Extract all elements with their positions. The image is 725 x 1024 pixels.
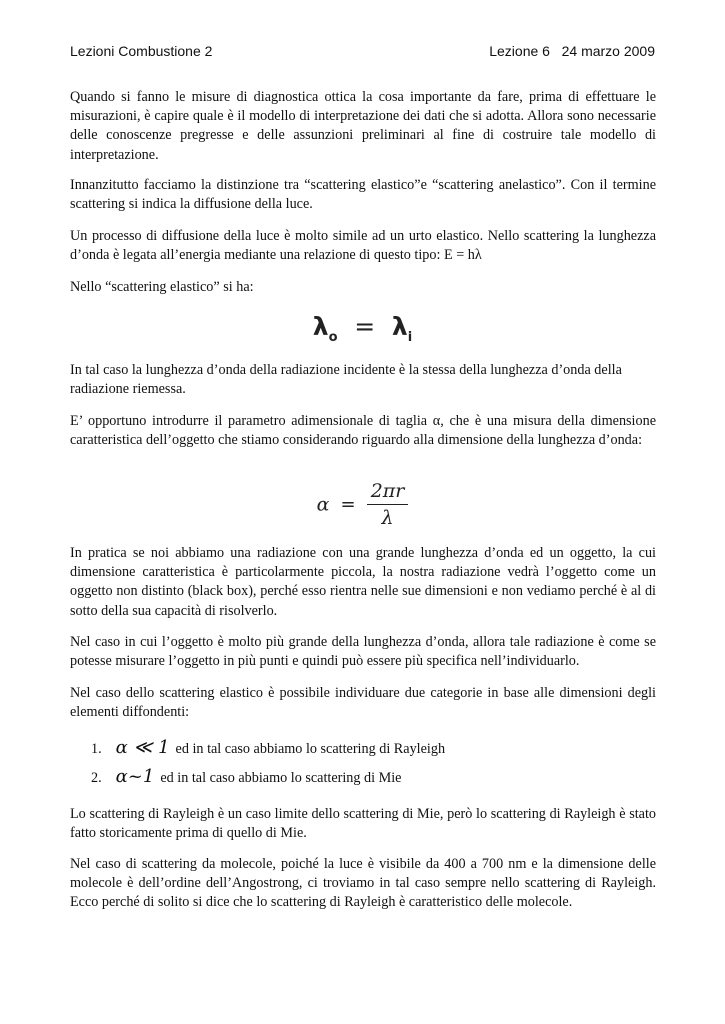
- paragraph-3: Un processo di diffusione della luce è molto simile ad un urto elastico. Nello scattering la lunghezza d’onda è legata all’energia mediante una relazione di questo tipo: E = hλ: [70, 228, 656, 264]
- header-course-title: Lezioni Combustione 2: [70, 43, 213, 59]
- list-text: ed in tal caso abbiamo lo scattering di Mie: [160, 770, 402, 786]
- page-header: [70, 43, 655, 59]
- paragraph-10: Lo scattering di Rayleigh è un caso limite dello scattering di Mie, però lo scattering di Rayleigh è stato fatto storicamente prima di quello di Mie.: [70, 806, 656, 842]
- eq2-op: =: [340, 494, 356, 515]
- eq2-numerator: 2πr: [367, 480, 409, 505]
- paragraph-1: Quando si fanno le misure di diagnostica ottica la cosa importante da fare, prima di effettuare le misurazioni, è capire quale è il modello di interpretazione dei dati che si adotta. Allora sono necessarie delle conoscenze pregresse e delle assunzioni preliminari al fine di costruire tale modello di interpretazione.: [70, 89, 656, 163]
- eq1-op: =: [354, 312, 376, 341]
- eq1-rhs: λ: [391, 312, 408, 341]
- alpha-condition-symbol: α ≪ 1: [115, 737, 170, 758]
- eq2-fraction: [367, 480, 409, 529]
- list-item-mie: [91, 767, 401, 788]
- list-number: 1.: [91, 741, 102, 757]
- paragraph-2: Innanzitutto facciamo la distinzione tra “scattering elastico”e “scattering anelastico”. Con il termine scattering si indica la diffusione della luce.: [70, 177, 656, 213]
- alpha-condition-symbol: α~1: [115, 766, 155, 787]
- paragraph-5: In tal caso la lunghezza d’onda della radiazione incidente è la stessa della lunghezza d’onda della radiazione riemessa.: [70, 362, 622, 398]
- equation-elastic: [0, 312, 725, 345]
- equation-size-parameter: [0, 480, 725, 529]
- eq1-rhs-sub: i: [407, 330, 413, 345]
- list-number: 2.: [91, 770, 102, 786]
- list-text: ed in tal caso abbiamo lo scattering di Rayleigh: [175, 741, 446, 757]
- paragraph-4: Nello “scattering elastico” si ha:: [70, 279, 254, 295]
- list-item-rayleigh: [91, 738, 445, 759]
- paragraph-8: Nel caso in cui l’oggetto è molto più grande della lunghezza d’onda, allora tale radiazione è come se potesse misurare l’oggetto in più punti e quindi può essere più specifica nell’individuarlo.: [70, 634, 656, 670]
- eq2-lhs: α: [316, 493, 330, 516]
- eq1-lhs: λ: [312, 312, 329, 341]
- paragraph-11: Nel caso di scattering da molecole, poiché la luce è visibile da 400 a 700 nm e la dimensione delle molecole è dell’ordine dell’Angostrong, ci troviamo in tal caso sempre nello scattering di Rayleigh. Ecco perché di solito si dice che lo scattering di Rayleigh è caratteristico delle molecole.: [70, 856, 656, 911]
- paragraph-7: In pratica se noi abbiamo una radiazione con una grande lunghezza d’onda ed un oggetto, la cui dimensione caratteristica è particolarmente piccola, la nostra radiazione vedrà l’oggetto come un oggetto non distinto (black box), perché esso rientra nelle sue dimensioni e non vediamo perché è al di sotto della sua capacità di risolverlo.: [70, 545, 656, 619]
- eq2-denominator: λ: [381, 507, 394, 529]
- paragraph-9: Nel caso dello scattering elastico è possibile individuare due categorie in base alle dimensioni degli elementi diffondenti:: [70, 685, 656, 721]
- paragraph-6: E’ opportuno introdurre il parametro adimensionale di taglia α, che è una misura della dimensione caratteristica dell’oggetto che stiamo considerando riguardo alla dimensione della lunghezza d’onda:: [70, 413, 656, 449]
- header-lesson-date: Lezione 6 24 marzo 2009: [489, 43, 655, 59]
- eq1-lhs-sub: o: [328, 330, 338, 345]
